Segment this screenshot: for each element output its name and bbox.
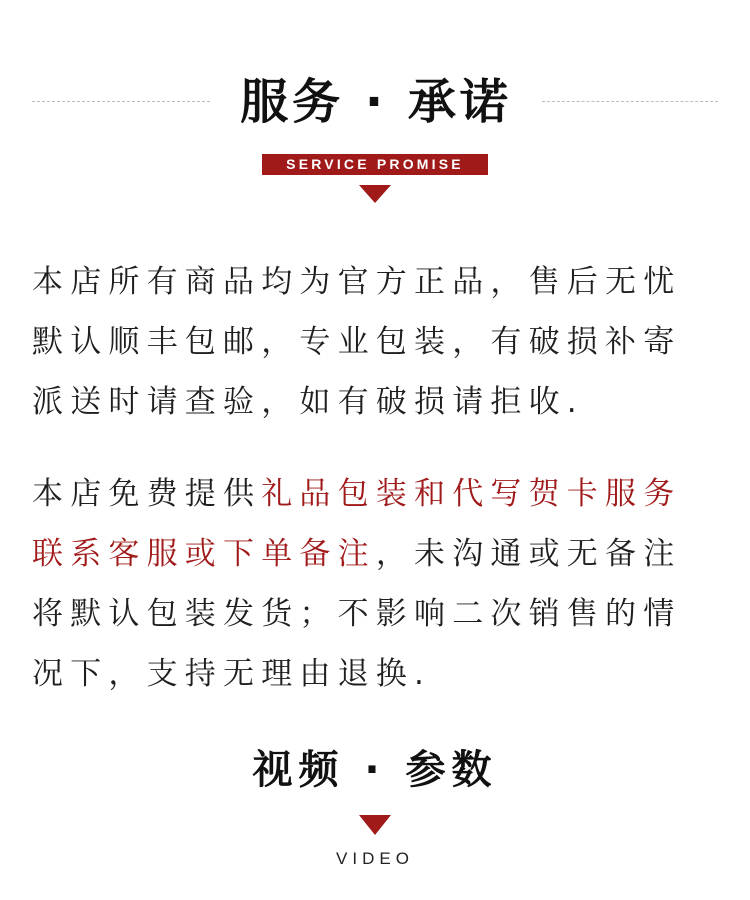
paragraph-line <box>32 524 722 584</box>
divider-left <box>32 101 210 102</box>
divider-right <box>542 101 718 102</box>
paragraph-line: 况下，支持无理由退换. <box>32 656 432 692</box>
service-paragraph-2 <box>32 464 722 704</box>
highlight-text: 礼品包装和代写贺卡服务 <box>261 476 682 512</box>
highlight-text: 联系客服或下单备注 <box>32 536 376 572</box>
paragraph-line: 本店所有商品均为官方正品，售后无忧 <box>32 264 682 300</box>
paragraph-line: 默认顺丰包邮，专业包装，有破损补寄 <box>32 324 682 360</box>
paragraph-line: 将默认包装发货；不影响二次销售的情 <box>32 596 682 632</box>
service-paragraph-1 <box>32 252 722 432</box>
service-promise-title: 服务 · 承诺 <box>210 72 542 132</box>
down-triangle-icon <box>359 815 391 835</box>
paragraph-line: 派送时请查验，如有破损请拒收. <box>32 384 584 420</box>
video-params-title: 视频 · 参数 <box>252 747 498 793</box>
video-label: VIDEO <box>336 849 414 868</box>
paragraph-line <box>32 464 722 524</box>
paragraph-text: ，未沟通或无备注 <box>375 536 682 572</box>
paragraph-text: 本店免费提供 <box>32 476 262 512</box>
service-promise-tag: SERVICE PROMISE <box>262 154 488 175</box>
down-triangle-icon <box>359 185 391 203</box>
